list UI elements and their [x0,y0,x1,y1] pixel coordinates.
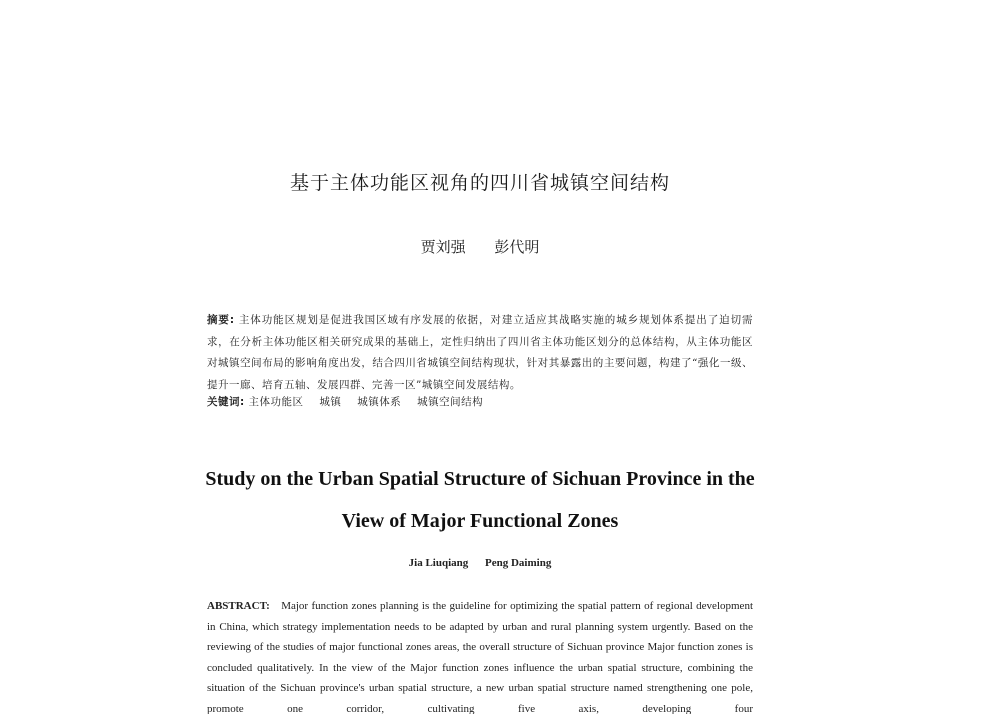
english-abstract-label: ABSTRACT: [207,600,270,612]
chinese-abstract [207,310,753,396]
english-authors [207,557,753,569]
chinese-keywords [207,392,753,414]
chinese-abstract-text: 主体功能区规划是促进我国区域有序发展的依据，对建立适应其战略实施的城乡规划体系提出了迫切需求，在分析主体功能区相关研究成果的基础上，定性归纳出了四川省主体功能区划分的总体结构，从主体功能区对城镇空间布局的影响角度出发，结合四川省城镇空间结构现状，针对其暴露出的主要问题，构建了“强化一级、提升一廊、培育五轴、发展四群、完善一区”城镇空间发展结构。 [207,314,754,391]
english-author: Jia Liuqiang [408,557,469,569]
english-title: Study on the Urban Spatial Structure of Sichuan Province in the View of Major Functional Zones [205,468,755,532]
chinese-title: 基于主体功能区视角的四川省城镇空间结构 [289,172,670,194]
chinese-keywords-label: 关键词: [207,396,245,408]
english-abstract [207,596,753,714]
keyword: 城镇空间结构 [417,396,484,408]
chinese-author: 贾刘强 [420,238,466,256]
chinese-abstract-label: 摘要: [207,314,235,326]
chinese-authors [207,236,753,257]
english-abstract-text: Major function zones planning is the guideline for optimizing the spatial pattern of regional development in China, which strategy implementation needs to be adapted by urban and rural planning system urgently. Based on the reviewing of the studies of major functional zones areas, the overall structure of Sichuan province Major function zones is concluded qualitatively. In the view of the Major function zones influence the urban spatial structure, combining the situation of the Sichuan province's urban spatial structure, a new urban spatial structure named strengthening one pole, promote one corridor, cultivating five axis, developing four [207,600,753,714]
english-author: Peng Daiming [485,557,552,569]
chinese-author: 彭代明 [494,238,540,256]
keyword: 城镇体系 [357,396,402,408]
keyword: 主体功能区 [248,396,304,408]
keyword: 城镇 [319,396,342,408]
